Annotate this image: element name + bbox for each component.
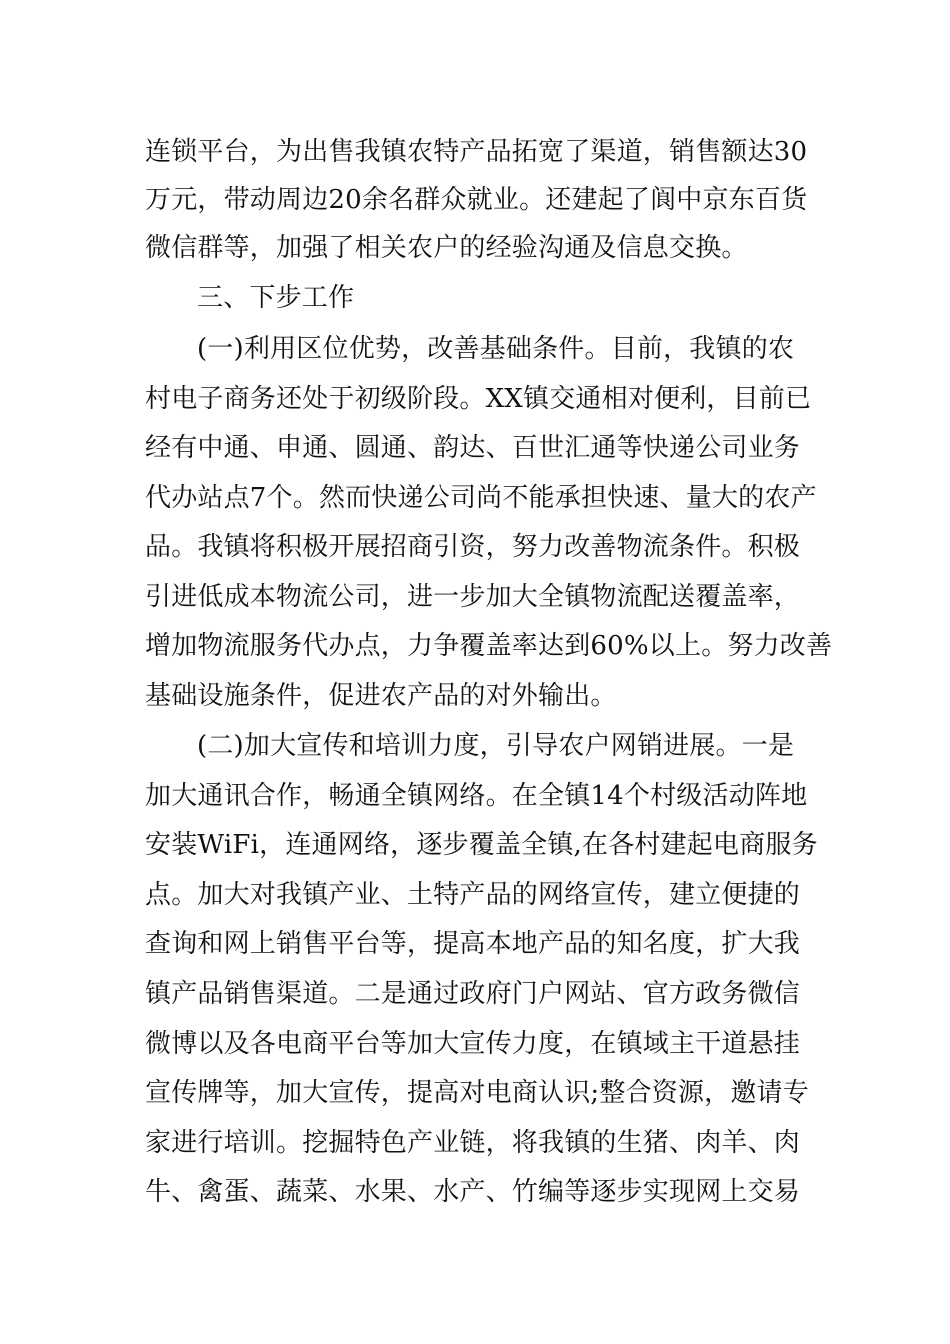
text-line: 牛、禽蛋、蔬菜、水果、水产、竹编等逐步实现网上交易 [145,1177,801,1207]
text-line: 微信群等，加强了相关农户的经验沟通及信息交换。 [145,233,748,263]
text-line: 加大通讯合作，畅通全镇网络。在全镇14个村级活动阵地 [145,781,808,811]
section-heading: 三、下步工作 [197,283,355,313]
text-line: 家进行培训。挖掘特色产业链，将我镇的生猪、肉羊、肉 [145,1128,801,1158]
text-line: 连锁平台，为出售我镇农特产品拓宽了渠道，销售额达30 [145,137,808,167]
text-line: 安装WiFi，连通网络，逐步覆盖全镇,在各村建起电商服务 [145,830,818,860]
text-line: 品。我镇将积极开展招商引资，努力改善物流条件。积极 [145,532,801,562]
text-line: (二)加大宣传和培训力度，引导农户网销进展。一是 [197,731,795,761]
text-line: 村电子商务还处于初级阶段。XX镇交通相对便利，目前已 [145,384,812,414]
text-line: 查询和网上销售平台等，提高本地产品的知名度，扩大我 [145,929,801,959]
text-line: 代办站点7个。然而快递公司尚不能承担快速、量大的农产 [145,483,817,513]
text-line: 点。加大对我镇产业、土特产品的网络宣传，建立便捷的 [145,880,801,910]
text-line: 基础设施条件，促进农产品的对外输出。 [145,681,617,711]
text-line: 引进低成本物流公司，进一步加大全镇物流配送覆盖率， [145,582,801,612]
text-line: 增加物流服务代办点，力争覆盖率达到60%以上。努力改善 [145,631,833,661]
text-line: 宣传牌等，加大宣传，提高对电商认识;整合资源，邀请专 [145,1078,809,1108]
text-line: 经有中通、申通、圆通、韵达、百世汇通等快递公司业务 [145,433,801,463]
text-line: 微博以及各电商平台等加大宣传力度，在镇域主干道悬挂 [145,1029,801,1059]
text-line: (一)利用区位优势，改善基础条件。目前，我镇的农 [197,334,795,364]
text-line: 万元，带动周边20余名群众就业。还建起了阆中京东百货 [145,185,808,215]
text-line: 镇产品销售渠道。二是通过政府门户网站、官方政务微信 [145,979,801,1009]
